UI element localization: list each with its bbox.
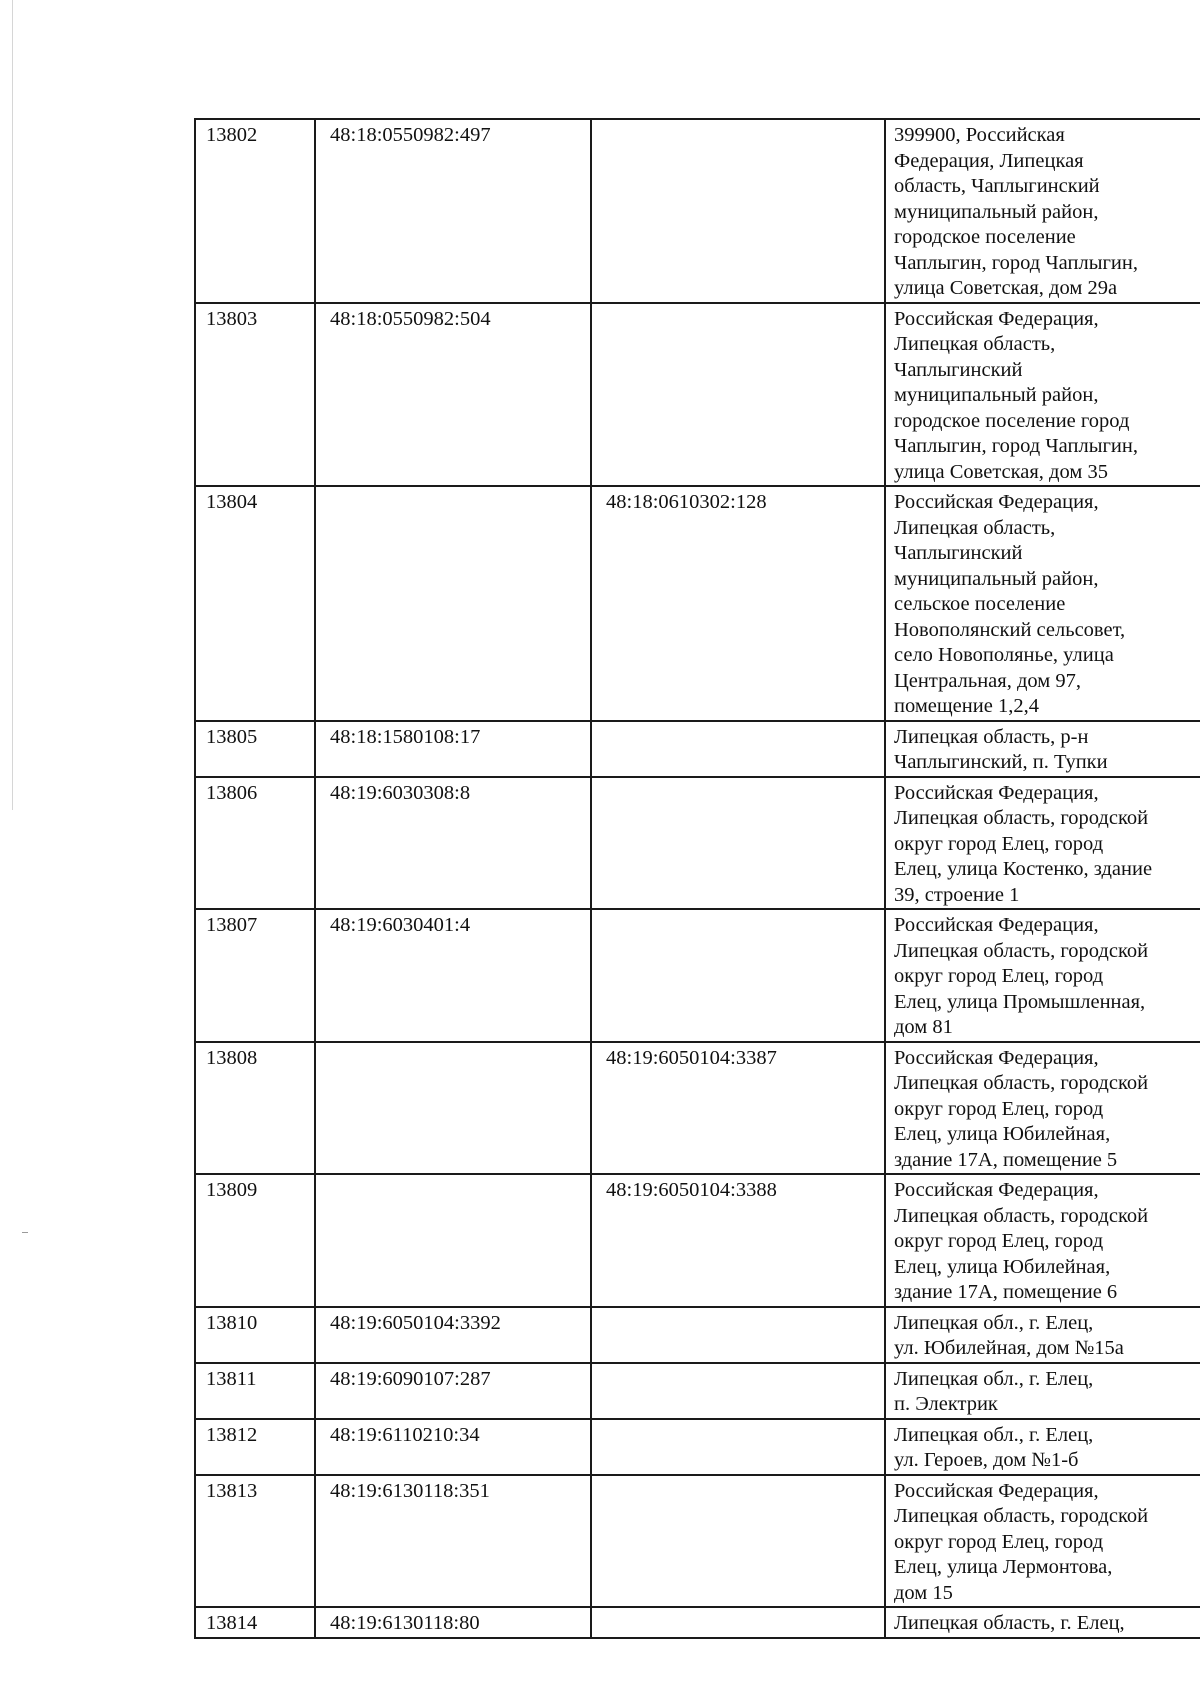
row-number-cell — [195, 909, 315, 1042]
cadastral-number-cell — [315, 486, 591, 721]
parent-cadastral-cell — [591, 721, 885, 777]
address-text: Российская Федерация, Липецкая область, городской округ город Елец, город Елец, улица Юбилейная, здание 17А, помещение 6 — [894, 1179, 1149, 1303]
address-text: Липецкая область, г. Елец, — [894, 1612, 1125, 1634]
cadastral-number-text: 48:19:6030308:8 — [330, 781, 471, 804]
address-cell — [885, 909, 1200, 1042]
parent-cadastral-cell — [591, 1607, 885, 1638]
row-number-cell — [195, 1307, 315, 1363]
row-number-text: 13804 — [206, 491, 258, 513]
address-text: Российская Федерация, Липецкая область, городской округ город Елец, город Елец, улица Лермонтова, дом 15 — [894, 1479, 1149, 1604]
row-number-text: 13805 — [206, 725, 258, 748]
cadastral-number-text: 48:19:6050104:3392 — [330, 1311, 501, 1334]
address-cell — [885, 1419, 1200, 1475]
parent-cadastral-text: 48:19:6050104:3388 — [606, 1179, 777, 1201]
row-number-text: 13808 — [206, 1046, 258, 1069]
address-cell — [885, 1042, 1200, 1175]
address-cell — [885, 777, 1200, 910]
row-number-cell — [195, 1475, 315, 1608]
parent-cadastral-cell — [591, 1475, 885, 1608]
address-text: Российская Федерация, Липецкая область, городской округ город Елец, город Елец, улица Костенко, здание 39, строение 1 — [894, 781, 1153, 906]
cadastral-number-cell — [315, 119, 591, 303]
row-number-cell — [195, 1607, 315, 1638]
table-row — [195, 486, 1200, 721]
cadastral-number-cell — [315, 777, 591, 910]
row-number-text: 13812 — [206, 1423, 258, 1446]
address-text: Российская Федерация, Липецкая область, городской округ город Елец, город Елец, улица Промышленная, дом 81 — [894, 914, 1149, 1038]
scan-mark — [22, 1232, 28, 1233]
address-cell — [885, 1475, 1200, 1608]
table-row — [195, 909, 1200, 1042]
cadastral-number-cell — [315, 1307, 591, 1363]
row-number-text: 13802 — [206, 124, 258, 146]
cadastral-number-text: 48:18:0550982:504 — [330, 307, 491, 330]
row-number-cell — [195, 1363, 315, 1419]
cadastral-number-cell — [315, 1363, 591, 1419]
parent-cadastral-text: 48:18:0610302:128 — [606, 491, 767, 513]
row-number-cell — [195, 1174, 315, 1307]
row-number-cell — [195, 1419, 315, 1475]
table-row — [195, 1042, 1200, 1175]
parent-cadastral-cell — [591, 1307, 885, 1363]
address-text: Липецкая обл., г. Елец, ул. Юбилейная, дом №15а — [894, 1311, 1124, 1359]
cadastral-number-cell — [315, 909, 591, 1042]
cadastral-number-cell — [315, 1607, 591, 1638]
address-cell — [885, 119, 1200, 303]
cadastral-number-text: 48:18:0550982:497 — [330, 124, 491, 146]
table-row — [195, 1307, 1200, 1363]
row-number-cell — [195, 303, 315, 487]
address-text: Липецкая обл., г. Елец, ул. Героев, дом №1-б — [894, 1423, 1094, 1471]
row-number-text: 13807 — [206, 914, 258, 936]
parent-cadastral-cell — [591, 1174, 885, 1307]
cadastral-number-cell — [315, 303, 591, 487]
address-cell — [885, 1307, 1200, 1363]
cadastral-number-cell — [315, 721, 591, 777]
cadastral-number-text: 48:19:6130118:80 — [330, 1612, 480, 1634]
table-row — [195, 777, 1200, 910]
address-cell — [885, 1174, 1200, 1307]
row-number-text: 13809 — [206, 1179, 258, 1201]
address-cell — [885, 303, 1200, 487]
scan-edge-line — [12, 0, 13, 810]
cadastral-number-text: 48:18:1580108:17 — [330, 725, 481, 748]
address-text: Липецкая область, р-н Чаплыгинский, п. Тупки — [894, 725, 1108, 773]
address-text: Липецкая обл., г. Елец, п. Электрик — [894, 1367, 1094, 1415]
registry-table — [194, 118, 1200, 1639]
address-cell — [885, 486, 1200, 721]
row-number-text: 13814 — [206, 1612, 258, 1634]
row-number-text: 13806 — [206, 781, 258, 804]
table-row — [195, 721, 1200, 777]
parent-cadastral-cell — [591, 1363, 885, 1419]
address-text: Российская Федерация, Липецкая область, Чаплыгинский муниципальный район, городское поселение город Чаплыгин, город Чаплыгин, улица Советская, дом 35 — [894, 307, 1138, 483]
cadastral-number-text: 48:19:6030401:4 — [330, 914, 471, 936]
table-row — [195, 1475, 1200, 1608]
parent-cadastral-cell — [591, 909, 885, 1042]
cadastral-number-text: 48:19:6090107:287 — [330, 1367, 491, 1390]
table-row — [195, 303, 1200, 487]
row-number-cell — [195, 777, 315, 910]
row-number-text: 13803 — [206, 307, 258, 330]
address-cell — [885, 721, 1200, 777]
parent-cadastral-cell — [591, 486, 885, 721]
table-row — [195, 1174, 1200, 1307]
address-cell — [885, 1607, 1200, 1638]
parent-cadastral-cell — [591, 303, 885, 487]
row-number-text: 13810 — [206, 1311, 258, 1334]
cadastral-number-cell — [315, 1475, 591, 1608]
row-number-cell — [195, 1042, 315, 1175]
address-text: 399900, Российская Федерация, Липецкая область, Чаплыгинский муниципальный район, городское поселение Чаплыгин, город Чаплыгин, улица Советская, дом 29а — [894, 124, 1138, 299]
row-number-text: 13813 — [206, 1479, 258, 1502]
row-number-cell — [195, 721, 315, 777]
address-cell — [885, 1363, 1200, 1419]
cadastral-number-cell — [315, 1174, 591, 1307]
table-row — [195, 119, 1200, 303]
cadastral-number-text: 48:19:6110210:34 — [330, 1423, 480, 1446]
row-number-cell — [195, 486, 315, 721]
address-text: Российская Федерация, Липецкая область, городской округ город Елец, город Елец, улица Юбилейная, здание 17А, помещение 5 — [894, 1046, 1149, 1171]
parent-cadastral-cell — [591, 1042, 885, 1175]
parent-cadastral-cell — [591, 1419, 885, 1475]
address-text: Российская Федерация, Липецкая область, Чаплыгинский муниципальный район, сельское поселение Новополянский сельсовет, село Новополянье, улица Центральная, дом 97, помещение 1,2,4 — [894, 491, 1126, 717]
table-row — [195, 1419, 1200, 1475]
row-number-text: 13811 — [206, 1367, 257, 1390]
row-number-cell — [195, 119, 315, 303]
cadastral-number-text: 48:19:6130118:351 — [330, 1479, 490, 1502]
parent-cadastral-cell — [591, 119, 885, 303]
cadastral-number-cell — [315, 1419, 591, 1475]
table-row — [195, 1363, 1200, 1419]
registry-table-body — [195, 119, 1200, 1638]
table-row — [195, 1607, 1200, 1638]
parent-cadastral-text: 48:19:6050104:3387 — [606, 1046, 777, 1069]
parent-cadastral-cell — [591, 777, 885, 910]
cadastral-number-cell — [315, 1042, 591, 1175]
